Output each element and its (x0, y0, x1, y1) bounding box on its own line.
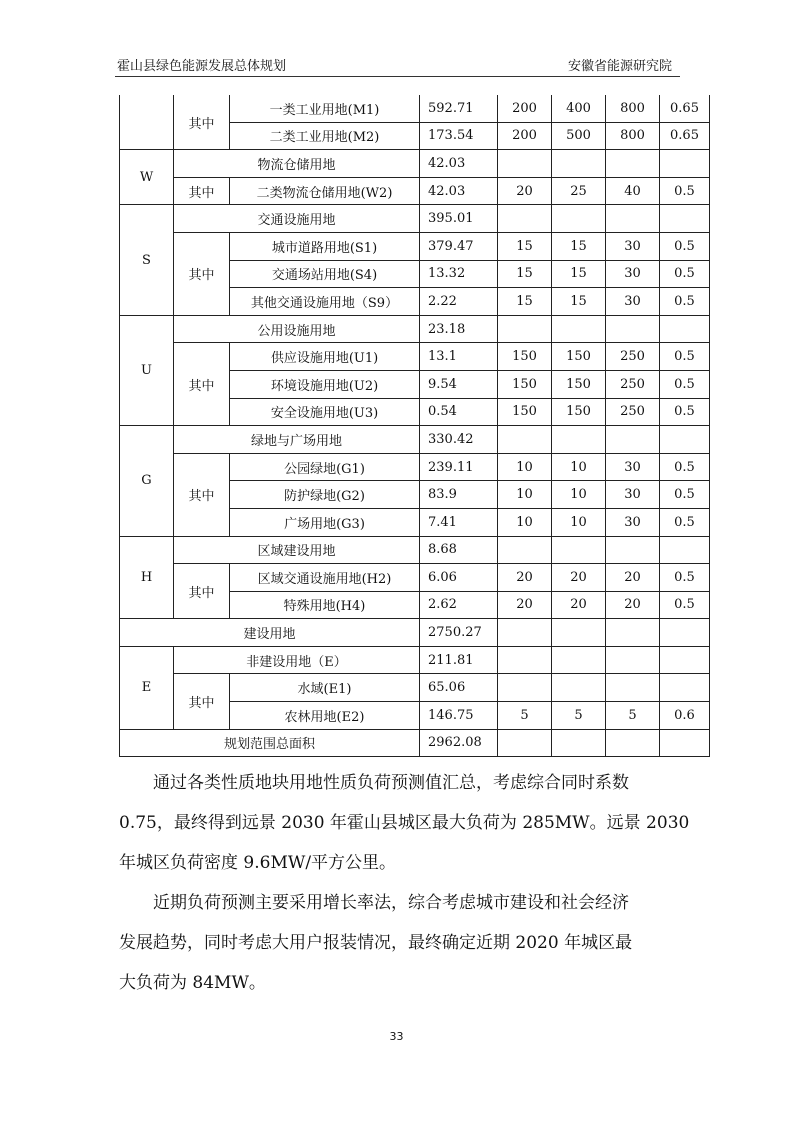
value-cell-3: 30 (606, 453, 660, 481)
table-row (120, 232, 710, 260)
value-cell-3: 30 (606, 288, 660, 316)
value-cell-4 (660, 729, 710, 757)
value-cell-1: 10 (498, 481, 552, 509)
value-cell-4: 0.5 (660, 288, 710, 316)
table-row (120, 426, 710, 454)
value-cell-4 (660, 315, 710, 343)
paragraph-line: 大负荷为 84MW。 (119, 973, 266, 993)
value-cell-1 (498, 729, 552, 757)
paragraph-near-term-load (119, 883, 684, 1003)
value-cell-4: 0.5 (660, 398, 710, 426)
value-cell-1: 200 (498, 95, 552, 122)
value-cell-1 (498, 426, 552, 454)
area-value: 173.54 (420, 122, 498, 150)
page-header (115, 52, 680, 77)
area-value: 395.01 (420, 205, 498, 233)
value-cell-2 (552, 646, 606, 674)
value-cell-4: 0.65 (660, 122, 710, 150)
subgroup-label: 其中 (174, 564, 230, 619)
total-label: 规划范围总面积 (120, 729, 420, 757)
value-cell-3 (606, 150, 660, 178)
value-cell-1: 20 (498, 177, 552, 205)
value-cell-2: 150 (552, 398, 606, 426)
value-cell-3 (606, 646, 660, 674)
area-value: 2962.08 (420, 729, 498, 757)
land-type-name: 区域交通设施用地(H2) (230, 564, 420, 592)
value-cell-4 (660, 150, 710, 178)
value-cell-1: 15 (498, 260, 552, 288)
category-code-cell: W (120, 150, 174, 205)
value-cell-2 (552, 205, 606, 233)
value-cell-2: 20 (552, 591, 606, 619)
category-code-cell: G (120, 426, 174, 536)
value-cell-4: 0.65 (660, 95, 710, 122)
land-type-name: 环境设施用地(U2) (230, 370, 420, 398)
value-cell-1: 15 (498, 288, 552, 316)
area-value: 146.75 (420, 702, 498, 730)
area-value: 2.22 (420, 288, 498, 316)
value-cell-4 (660, 619, 710, 647)
value-cell-2: 500 (552, 122, 606, 150)
land-type-name: 交通设施用地 (174, 205, 420, 233)
subgroup-label: 其中 (174, 453, 230, 536)
page-number: 33 (389, 1030, 404, 1043)
value-cell-2: 15 (552, 260, 606, 288)
value-cell-1 (498, 315, 552, 343)
paragraph-line: 发展趋势，同时考虑大用户报装情况，最终确定近期 2020 年城区最 (119, 933, 633, 953)
value-cell-1 (498, 205, 552, 233)
table-row (120, 674, 710, 702)
value-cell-3: 250 (606, 398, 660, 426)
land-load-table (119, 95, 710, 757)
value-cell-3 (606, 619, 660, 647)
subgroup-label: 其中 (174, 95, 230, 150)
total-label: 建设用地 (120, 619, 420, 647)
land-type-name: 广场用地(G3) (230, 508, 420, 536)
land-type-name: 绿地与广场用地 (174, 426, 420, 454)
value-cell-1: 150 (498, 398, 552, 426)
area-value: 9.54 (420, 370, 498, 398)
value-cell-2 (552, 674, 606, 702)
value-cell-3: 40 (606, 177, 660, 205)
area-value: 592.71 (420, 95, 498, 122)
value-cell-4: 0.5 (660, 232, 710, 260)
value-cell-2: 15 (552, 288, 606, 316)
value-cell-1 (498, 674, 552, 702)
paragraph-line: 年城区负荷密度 9.6MW/平方公里。 (119, 853, 397, 873)
value-cell-1: 20 (498, 564, 552, 592)
subgroup-label: 其中 (174, 232, 230, 315)
header-organization: 安徽省能源研究院 (567, 59, 672, 74)
area-value: 13.1 (420, 343, 498, 371)
value-cell-4: 0.6 (660, 702, 710, 730)
value-cell-2: 150 (552, 343, 606, 371)
table-row (120, 536, 710, 564)
value-cell-4 (660, 205, 710, 233)
area-value: 42.03 (420, 150, 498, 178)
value-cell-2 (552, 426, 606, 454)
area-value: 6.06 (420, 564, 498, 592)
table-row (120, 646, 710, 674)
category-code-cell: H (120, 536, 174, 619)
area-value: 7.41 (420, 508, 498, 536)
value-cell-1: 150 (498, 370, 552, 398)
table-row (120, 729, 710, 757)
value-cell-2 (552, 729, 606, 757)
value-cell-3: 20 (606, 591, 660, 619)
value-cell-2 (552, 619, 606, 647)
value-cell-4: 0.5 (660, 370, 710, 398)
value-cell-4 (660, 646, 710, 674)
value-cell-3 (606, 426, 660, 454)
value-cell-3: 30 (606, 508, 660, 536)
area-value: 2.62 (420, 591, 498, 619)
value-cell-3 (606, 674, 660, 702)
value-cell-4: 0.5 (660, 453, 710, 481)
land-type-name: 特殊用地(H4) (230, 591, 420, 619)
area-value: 2750.27 (420, 619, 498, 647)
table-row (120, 564, 710, 592)
value-cell-3: 30 (606, 481, 660, 509)
value-cell-1: 10 (498, 508, 552, 536)
area-value: 42.03 (420, 177, 498, 205)
land-type-name: 防护绿地(G2) (230, 481, 420, 509)
area-value: 379.47 (420, 232, 498, 260)
value-cell-4: 0.5 (660, 481, 710, 509)
value-cell-2: 10 (552, 481, 606, 509)
table-row (120, 315, 710, 343)
value-cell-1: 200 (498, 122, 552, 150)
value-cell-1: 15 (498, 232, 552, 260)
table-row (120, 205, 710, 233)
paragraph-line: 0.75，最终得到远景 2030 年霍山县城区最大负荷为 285MW。远景 2030 (119, 813, 690, 833)
header-document-title: 霍山县绿色能源发展总体规划 (117, 59, 287, 74)
value-cell-4: 0.5 (660, 177, 710, 205)
land-type-name: 二类物流仓储用地(W2) (230, 177, 420, 205)
value-cell-1 (498, 646, 552, 674)
value-cell-3: 30 (606, 260, 660, 288)
value-cell-1 (498, 536, 552, 564)
value-cell-1 (498, 150, 552, 178)
value-cell-1: 5 (498, 702, 552, 730)
paragraph-long-term-load (119, 763, 690, 883)
subgroup-label: 其中 (174, 343, 230, 426)
value-cell-4: 0.5 (660, 343, 710, 371)
area-value: 13.32 (420, 260, 498, 288)
land-type-name: 一类工业用地(M1) (230, 95, 420, 122)
land-type-name: 供应设施用地(U1) (230, 343, 420, 371)
value-cell-2 (552, 150, 606, 178)
category-code-cell (120, 95, 174, 150)
table-row (120, 453, 710, 481)
value-cell-3 (606, 729, 660, 757)
value-cell-3: 5 (606, 702, 660, 730)
land-type-name: 公园绿地(G1) (230, 453, 420, 481)
value-cell-2: 10 (552, 508, 606, 536)
subgroup-label: 其中 (174, 674, 230, 729)
land-type-name: 其他交通设施用地（S9） (230, 288, 420, 316)
land-type-name: 区域建设用地 (174, 536, 420, 564)
area-value: 65.06 (420, 674, 498, 702)
table-row (120, 343, 710, 371)
value-cell-4: 0.5 (660, 591, 710, 619)
value-cell-3 (606, 536, 660, 564)
value-cell-3: 250 (606, 343, 660, 371)
land-type-name: 水域(E1) (230, 674, 420, 702)
value-cell-4 (660, 536, 710, 564)
area-value: 0.54 (420, 398, 498, 426)
category-code-cell: E (120, 646, 174, 729)
value-cell-4 (660, 674, 710, 702)
value-cell-2: 10 (552, 453, 606, 481)
value-cell-4: 0.5 (660, 508, 710, 536)
value-cell-3 (606, 315, 660, 343)
area-value: 211.81 (420, 646, 498, 674)
area-value: 8.68 (420, 536, 498, 564)
value-cell-2 (552, 315, 606, 343)
land-type-name: 公用设施用地 (174, 315, 420, 343)
table-row (120, 150, 710, 178)
land-type-name: 非建设用地（E） (174, 646, 420, 674)
subgroup-label: 其中 (174, 177, 230, 205)
category-code-cell: S (120, 205, 174, 315)
value-cell-3: 250 (606, 370, 660, 398)
value-cell-3: 30 (606, 232, 660, 260)
value-cell-3: 800 (606, 122, 660, 150)
value-cell-1 (498, 619, 552, 647)
paragraph-line: 通过各类性质地块用地性质负荷预测值汇总，考虑综合同时系数 (153, 773, 629, 793)
area-value: 83.9 (420, 481, 498, 509)
paragraph-line: 近期负荷预测主要采用增长率法，综合考虑城市建设和社会经济 (153, 893, 629, 913)
value-cell-2: 5 (552, 702, 606, 730)
value-cell-1: 150 (498, 343, 552, 371)
value-cell-1: 20 (498, 591, 552, 619)
value-cell-2: 20 (552, 564, 606, 592)
area-value: 330.42 (420, 426, 498, 454)
value-cell-2 (552, 536, 606, 564)
value-cell-4: 0.5 (660, 564, 710, 592)
value-cell-3: 20 (606, 564, 660, 592)
land-type-name: 物流仓储用地 (174, 150, 420, 178)
value-cell-4 (660, 426, 710, 454)
land-type-name: 安全设施用地(U3) (230, 398, 420, 426)
land-type-name: 城市道路用地(S1) (230, 232, 420, 260)
value-cell-4: 0.5 (660, 260, 710, 288)
value-cell-2: 25 (552, 177, 606, 205)
value-cell-3: 800 (606, 95, 660, 122)
table-row (120, 177, 710, 205)
land-type-name: 交通场站用地(S4) (230, 260, 420, 288)
land-type-name: 二类工业用地(M2) (230, 122, 420, 150)
value-cell-3 (606, 205, 660, 233)
value-cell-2: 150 (552, 370, 606, 398)
area-value: 23.18 (420, 315, 498, 343)
table-row (120, 619, 710, 647)
table-row (120, 95, 710, 122)
area-value: 239.11 (420, 453, 498, 481)
value-cell-2: 15 (552, 232, 606, 260)
land-type-name: 农林用地(E2) (230, 702, 420, 730)
category-code-cell: U (120, 315, 174, 425)
value-cell-2: 400 (552, 95, 606, 122)
value-cell-1: 10 (498, 453, 552, 481)
